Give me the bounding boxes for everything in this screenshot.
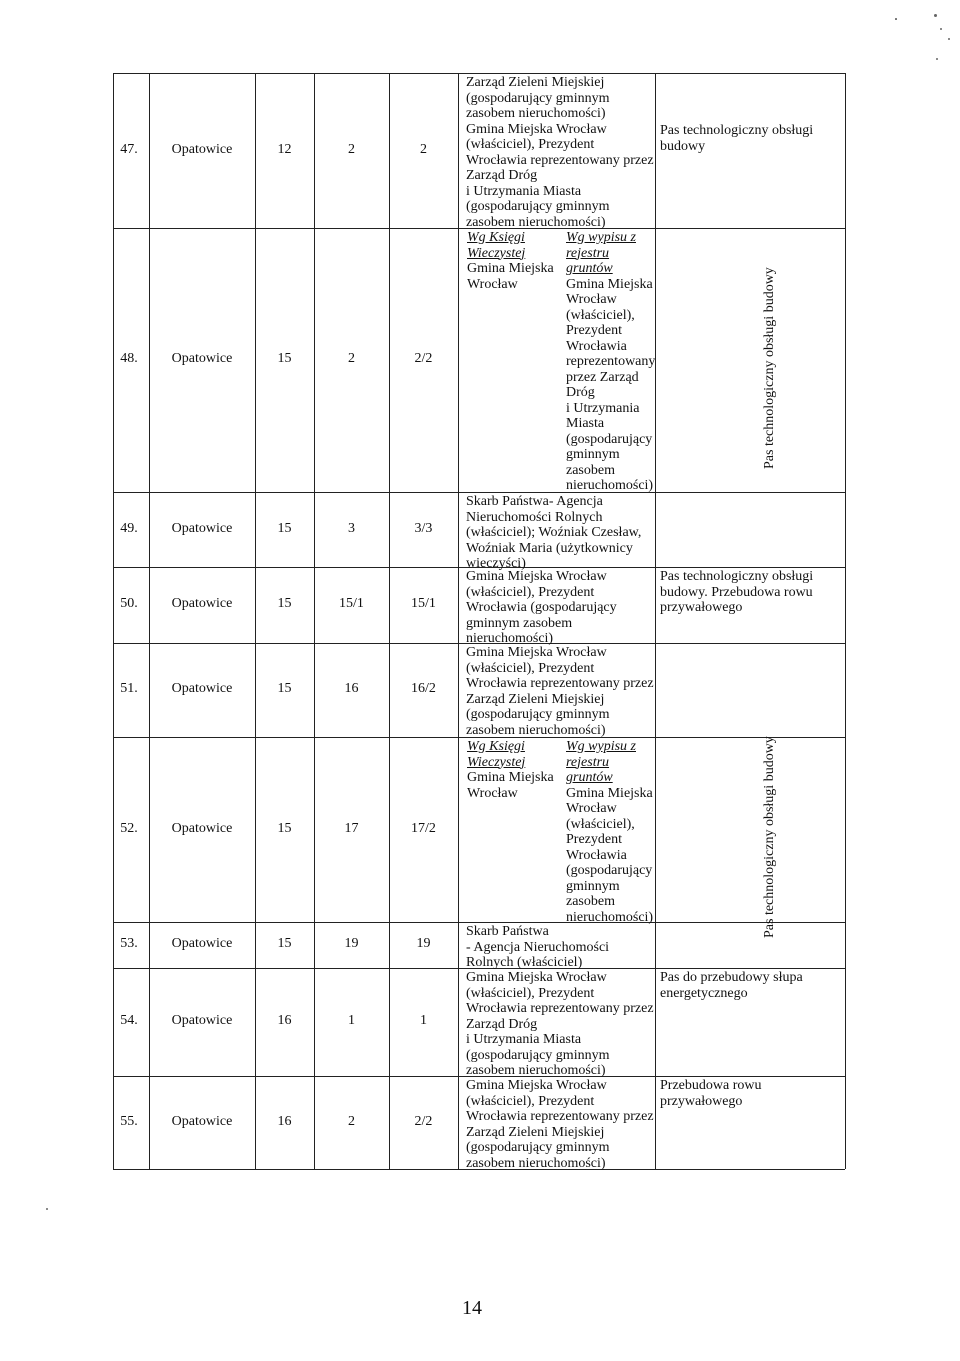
parcel-before: 15/1 xyxy=(339,596,364,611)
map-sheet: 16 xyxy=(277,1113,292,1129)
precinct-name: Opatowice xyxy=(171,820,233,836)
scan-speck xyxy=(936,58,938,60)
cadastre-header: Wg wypisu z rejestru gruntów xyxy=(566,739,636,785)
parcel-before: 2 xyxy=(348,351,355,366)
precinct-name: Opatowice xyxy=(171,1013,233,1028)
owner-text: Zarząd Zieleni Miejskiej (gospodarujący gminnym zasobem nieruchomości) Gmina Miejska Wrocław (właściciel), Prezydent Wrocławia reprezentowany przez Zarząd Dróg i Utrzymania Miasta (gospodarujący gminnym zasobem nieruchomości) xyxy=(466,75,654,230)
table-column-rule xyxy=(314,73,315,1169)
precinct-name: Opatowice xyxy=(171,681,233,696)
parcel-after: 2/2 xyxy=(414,351,433,366)
row-number: 55. xyxy=(120,1113,138,1129)
map-sheet: 15 xyxy=(277,520,292,536)
table-column-rule xyxy=(458,73,459,1169)
parcel-after: 1 xyxy=(420,1013,427,1028)
owner-text: Skarb Państwa - Agencja Nieruchomości Rolnych (właściciel) xyxy=(466,924,610,970)
parcel-before: 16 xyxy=(344,681,359,696)
precinct-name: Opatowice xyxy=(171,1113,233,1129)
table-column-rule xyxy=(389,73,390,1169)
parcel-after: 19 xyxy=(416,936,431,951)
purpose-text: Pas technologiczny obsługi budowy. Przebudowa rowu przywałowego xyxy=(660,569,814,615)
scan-speck xyxy=(940,28,942,30)
precinct-name: Opatowice xyxy=(171,596,233,611)
table-row-rule xyxy=(113,73,845,74)
scan-speck xyxy=(46,1208,48,1210)
land-register-owner: Gmina Miejska Wrocław xyxy=(467,261,554,292)
parcel-after: 3/3 xyxy=(414,520,433,536)
precinct-name: Opatowice xyxy=(171,936,233,951)
cadastre-owner: Gmina Miejska Wrocław (właściciel), Prezydent Wrocławia (gospodarujący gminnym zasobem nieruchomości) xyxy=(566,785,654,925)
map-sheet: 15 xyxy=(277,820,292,836)
owner-text: Gmina Miejska Wrocław (właściciel), Prezydent Wrocławia reprezentowany przez Zarząd Zieleni Miejskiej (gospodarujący gminnym zasobem nieruchomości) xyxy=(466,1078,654,1171)
map-sheet: 15 xyxy=(277,681,292,696)
cadastre-header: Wg wypisu z rejestru gruntów xyxy=(566,230,636,276)
parcel-before: 3 xyxy=(348,520,355,536)
map-sheet: 15 xyxy=(277,351,292,366)
owner-text: Gmina Miejska Wrocław (właściciel), Prezydent Wrocławia reprezentowany przez Zarząd Zieleni Miejskiej (gospodarujący gminnym zasobem nieruchomości) xyxy=(466,645,654,738)
table-column-rule xyxy=(255,73,256,1169)
scan-speck xyxy=(934,14,937,17)
precinct-name: Opatowice xyxy=(171,141,233,157)
row-number: 53. xyxy=(120,936,138,951)
map-sheet: 15 xyxy=(277,596,292,611)
purpose-text: Pas technologiczny obsługi budowy xyxy=(762,267,777,469)
scan-speck xyxy=(948,38,950,40)
purpose-text: Pas technologiczny obsługi budowy xyxy=(762,736,777,939)
parcel-after: 16/2 xyxy=(411,681,436,696)
parcel-before: 2 xyxy=(348,141,355,157)
parcel-before: 1 xyxy=(348,1013,355,1028)
map-sheet: 15 xyxy=(277,936,292,951)
parcel-after: 2/2 xyxy=(414,1113,433,1129)
page-number: 14 xyxy=(462,1297,482,1319)
row-number: 50. xyxy=(120,596,138,611)
table-row-rule xyxy=(113,922,845,923)
scan-speck xyxy=(895,18,897,20)
purpose-text: Pas do przebudowy słupa energetycznego xyxy=(660,970,803,1001)
parcel-before: 17 xyxy=(344,820,359,836)
map-sheet: 12 xyxy=(277,141,292,157)
row-number: 52. xyxy=(120,820,138,836)
parcel-after: 17/2 xyxy=(411,820,436,836)
table-row-rule xyxy=(113,492,845,493)
map-sheet: 16 xyxy=(277,1013,292,1028)
row-number: 51. xyxy=(120,681,138,696)
land-register-header: Wg Księgi Wieczystej xyxy=(467,739,526,770)
parcel-after: 2 xyxy=(420,141,427,157)
row-number: 47. xyxy=(120,141,138,157)
owner-text: Gmina Miejska Wrocław (właściciel), Prezydent Wrocławia reprezentowany przez Zarząd Dróg i Utrzymania Miasta (gospodarujący gminnym zasobem nieruchomości) xyxy=(466,970,654,1078)
precinct-name: Opatowice xyxy=(171,351,233,366)
purpose-text: Przebudowa rowu przywałowego xyxy=(660,1078,762,1109)
land-register-owner: Gmina Miejska Wrocław xyxy=(467,770,554,801)
row-number: 49. xyxy=(120,520,138,536)
row-number: 48. xyxy=(120,351,138,366)
parcel-before: 2 xyxy=(348,1113,355,1129)
table-column-rule xyxy=(113,73,114,1169)
table-column-rule xyxy=(655,73,656,1169)
row-number: 54. xyxy=(120,1013,138,1028)
cadastre-owner: Gmina Miejska Wrocław (właściciel), Prezydent Wrocławia reprezentowany przez Zarząd Dróg i Utrzymania Miasta (gospodarujący gminnym zasobem nieruchomości) xyxy=(566,276,656,493)
purpose-text: Pas technologiczny obsługi budowy xyxy=(660,123,814,154)
table-column-rule xyxy=(149,73,150,1169)
owner-text: Skarb Państwa- Agencja Nieruchomości Rolnych (właściciel); Woźniak Czesław, Woźniak Maria (użytkownicy wieczyści) xyxy=(466,494,642,571)
land-register-header: Wg Księgi Wieczystej xyxy=(467,230,526,261)
parcel-before: 19 xyxy=(344,936,359,951)
table-column-rule xyxy=(845,73,846,1169)
precinct-name: Opatowice xyxy=(171,520,233,536)
owner-text: Gmina Miejska Wrocław (właściciel), Prezydent Wrocławia (gospodarujący gminnym zasobem nieruchomości) xyxy=(466,569,617,646)
parcel-after: 15/1 xyxy=(411,596,436,611)
